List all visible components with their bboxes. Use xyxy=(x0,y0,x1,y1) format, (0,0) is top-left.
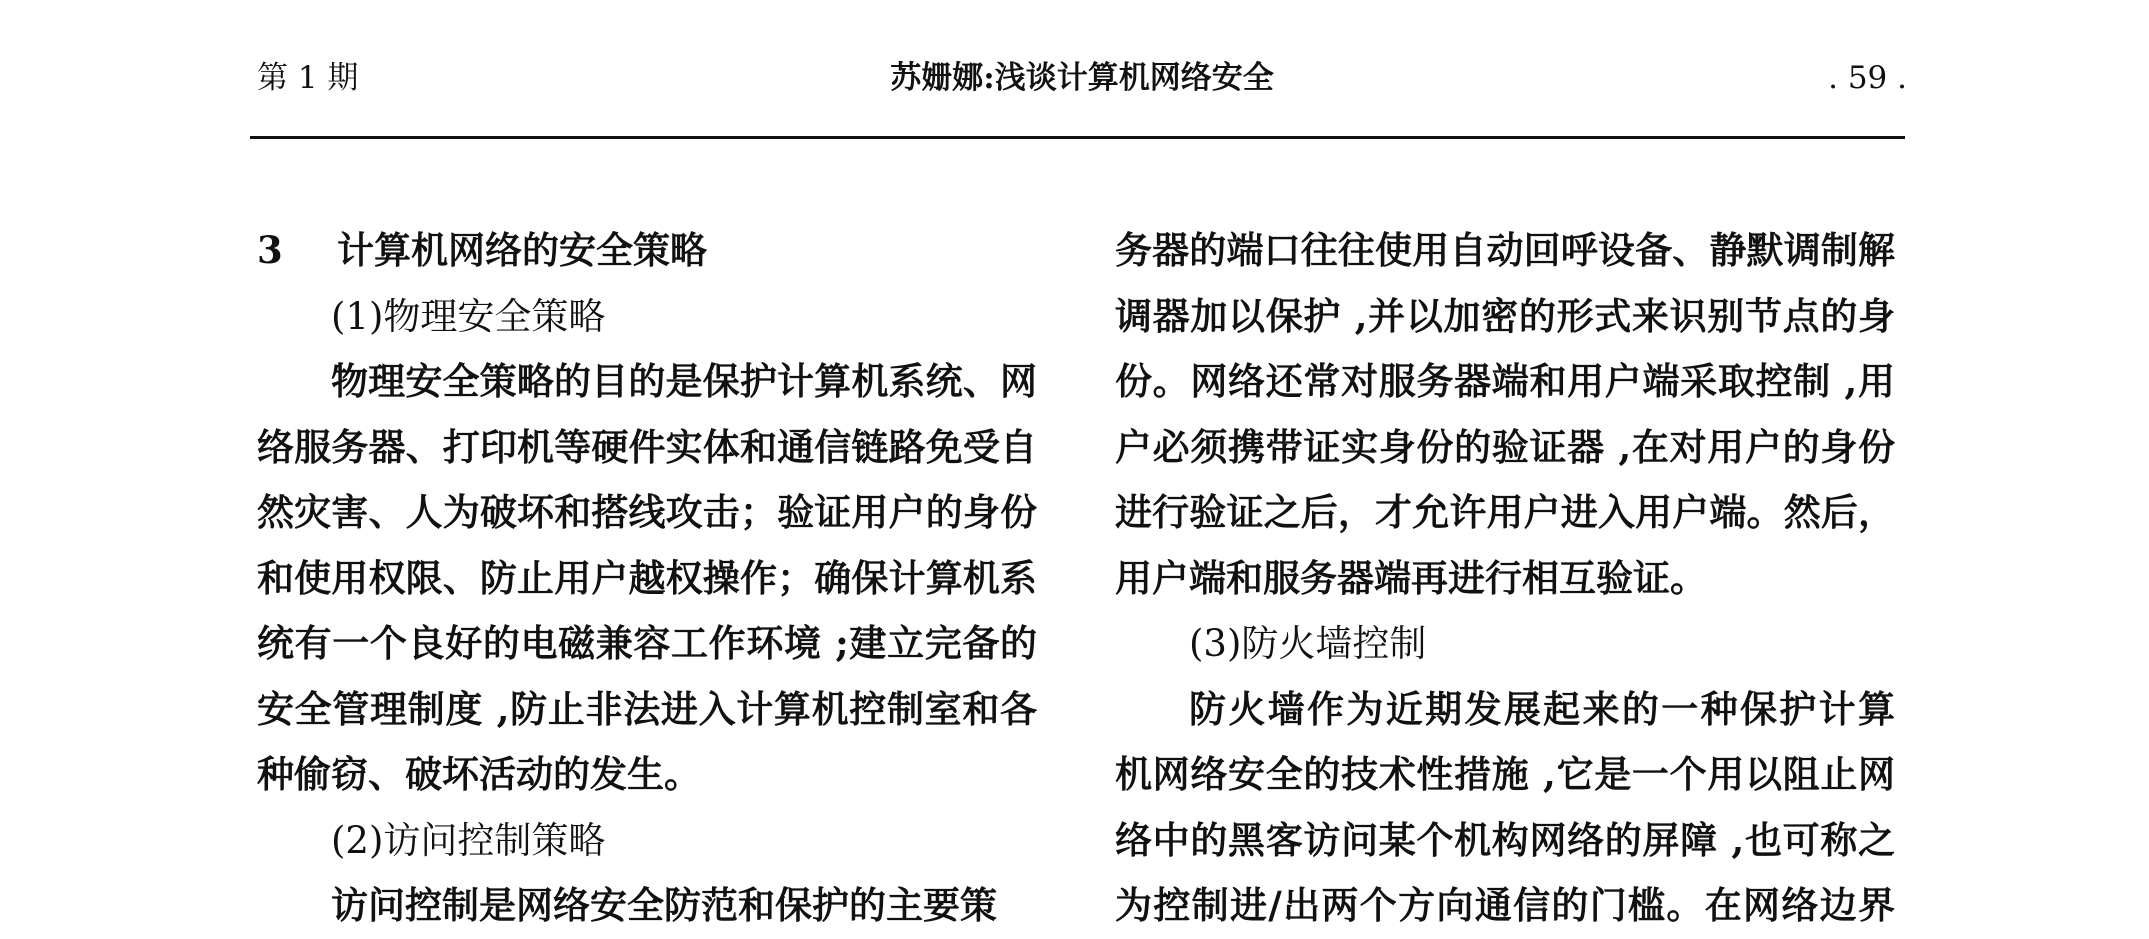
paragraph-line: 络服务器、打印机等硬件实体和通信链路免受自 xyxy=(257,424,1037,469)
header-rule xyxy=(250,136,1905,139)
subheading-firewall-control: (3)防火墙控制 xyxy=(1189,622,1427,665)
subheading-access-control: (2)访问控制策略 xyxy=(331,818,606,862)
right-column xyxy=(1115,218,1895,939)
paragraph-line: 安全管理制度 ,防止非法进入计算机控制室和各 xyxy=(257,686,1037,731)
paragraph-line: 户必须携带证实身份的验证器 ,在对用户的身份 xyxy=(1115,424,1895,469)
left-column xyxy=(257,218,1037,939)
paragraph-line: 进行验证之后，才允许用户进入用户端。然后， xyxy=(1115,490,1895,534)
issue-number: 第 1 期 xyxy=(257,60,359,96)
page-number: . 59 . xyxy=(1828,60,1907,96)
running-head xyxy=(257,56,1907,100)
paragraph-line: 络中的黑客访问某个机构网络的屏障 ,也可称之 xyxy=(1115,817,1895,862)
paragraph-line: 和使用权限、防止用户越权操作；确保计算机系 xyxy=(257,555,1037,600)
section-number: 3 xyxy=(257,228,283,272)
paragraph-line: 为控制进/出两个方向通信的门槛。在网络边界 xyxy=(1115,883,1895,927)
paragraph-line: 然灾害、人为破坏和搭线攻击；验证用户的身份 xyxy=(257,490,1037,534)
subheading-physical-security: (1)物理安全策略 xyxy=(331,294,606,338)
paragraph-line: 种偷窃、破坏活动的发生。 xyxy=(257,752,701,796)
author-title-header: 苏姗娜:浅谈计算机网络安全 xyxy=(890,60,1274,96)
paragraph-line: 统有一个良好的电磁兼容工作环境 ;建立完备的 xyxy=(257,621,1037,665)
paragraph-line: 调器加以保护 ,并以加密的形式来识别节点的身 xyxy=(1115,293,1895,338)
paragraph-line: 用户端和服务器端再进行相互验证。 xyxy=(1115,555,1707,600)
paragraph-line: 访问控制是网络安全防范和保护的主要策 xyxy=(331,883,997,927)
section-heading xyxy=(257,218,1037,284)
section-title: 计算机网络的安全策略 xyxy=(337,228,707,272)
paragraph-line: 份。网络还常对服务器端和用户端采取控制 ,用 xyxy=(1115,359,1895,403)
paragraph-line: 务器的端口往往使用自动回呼设备、静默调制解 xyxy=(1115,228,1895,272)
paragraph-line: 物理安全策略的目的是保护计算机系统、网 xyxy=(331,359,1037,403)
paragraph-line: 防火墙作为近期发展起来的一种保护计算 xyxy=(1189,686,1895,731)
paragraph-line: 机网络安全的技术性措施 ,它是一个用以阻止网 xyxy=(1115,752,1895,796)
